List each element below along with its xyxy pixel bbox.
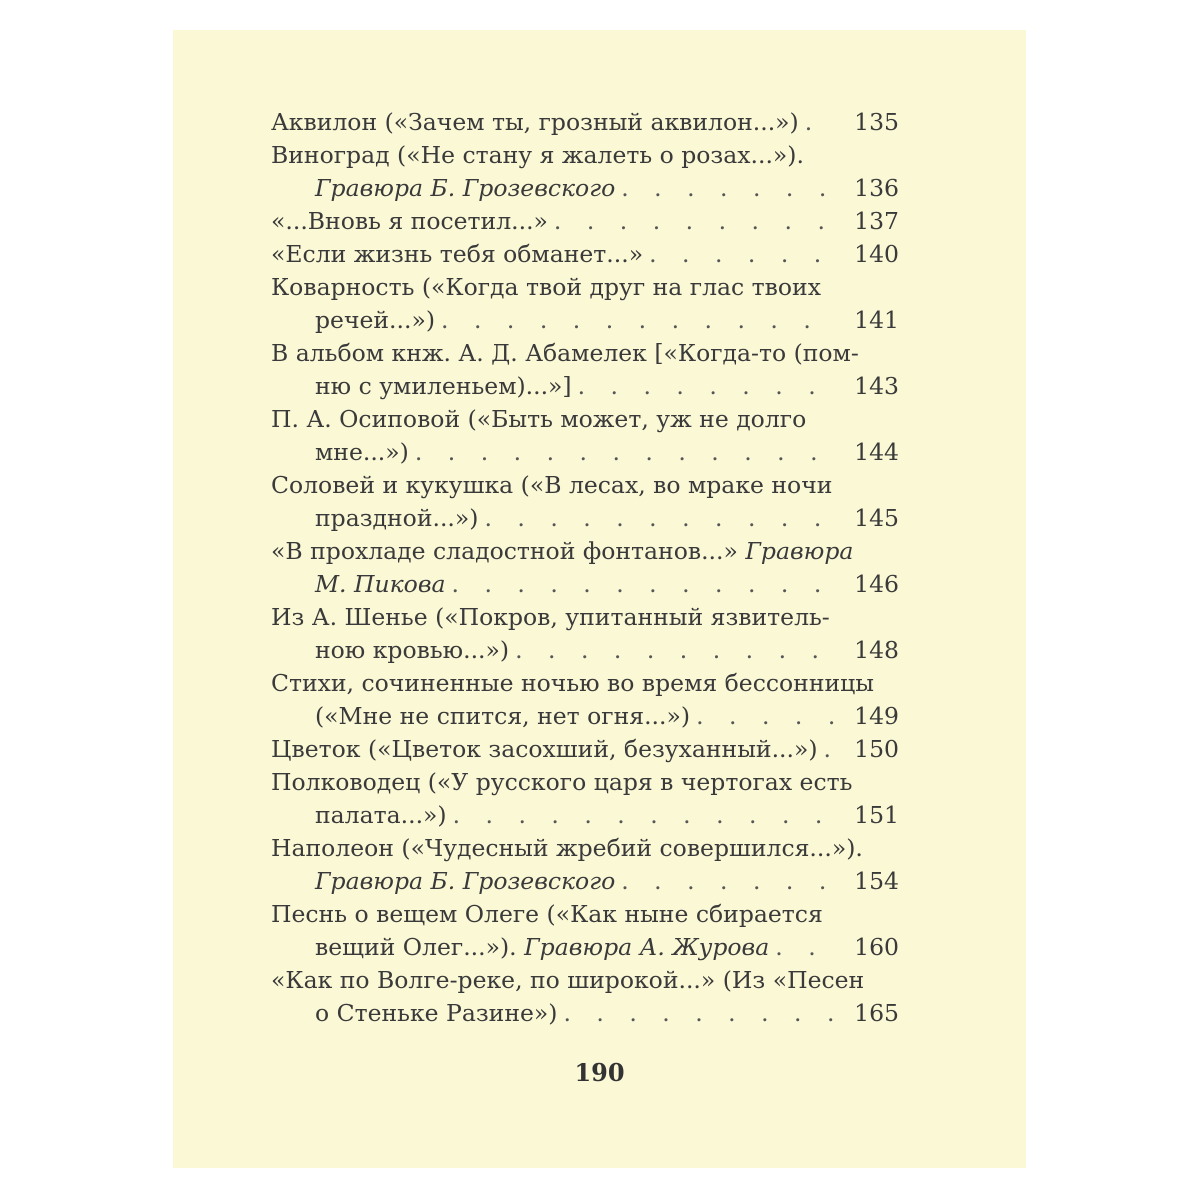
toc-line-text — [315, 931, 769, 964]
toc-line — [271, 964, 899, 997]
book-page — [173, 30, 1026, 1168]
toc-line — [271, 172, 899, 205]
toc-title: Из А. Шенье («Покров, упитанный язвитель- — [271, 603, 830, 631]
toc-line-text — [315, 568, 446, 601]
toc-line-text — [315, 997, 557, 1030]
toc-title: мне...») — [315, 438, 409, 466]
toc-line — [271, 568, 899, 601]
toc-page-number: 146 — [854, 570, 899, 598]
toc-title: («Мне не спится, нет огня...») — [315, 702, 691, 730]
toc-page-number: 160 — [854, 933, 899, 961]
toc-line — [271, 601, 899, 634]
toc-line — [271, 733, 899, 766]
toc-line-text — [315, 172, 615, 205]
toc-title: вещий Олег...»). — [315, 933, 525, 961]
toc-leader-dots — [563, 997, 835, 1030]
toc-line-text — [315, 502, 478, 535]
toc-leader-dots — [824, 733, 835, 766]
toc-line — [271, 403, 899, 436]
toc-title: о Стеньке Разине») — [315, 999, 558, 1027]
toc-title: Полководец («У русского царя в чертогах есть — [271, 768, 853, 796]
toc-line-text — [271, 832, 899, 865]
toc-line — [271, 106, 899, 139]
toc-line-text — [271, 238, 643, 271]
toc-page-number: 148 — [854, 636, 899, 664]
toc-title: праздной...») — [315, 504, 479, 532]
toc-page-number: 144 — [854, 438, 899, 466]
toc-line — [271, 370, 899, 403]
toc-leader-dots — [805, 106, 835, 139]
toc-title: ною кровью...») — [315, 636, 510, 664]
toc-page-number: 143 — [854, 372, 899, 400]
toc-line — [271, 304, 899, 337]
toc-line-text — [271, 106, 799, 139]
toc-leader-dots — [649, 238, 835, 271]
toc-line — [271, 898, 899, 931]
toc-line-text — [315, 304, 435, 337]
toc-leader-dots — [621, 172, 835, 205]
toc-line — [271, 436, 899, 469]
toc-line — [271, 205, 899, 238]
toc-page-number: 154 — [854, 867, 899, 895]
toc-line — [271, 700, 899, 733]
toc-line-text — [271, 733, 818, 766]
toc-leader-dots — [554, 205, 835, 238]
toc-leader-dots — [453, 799, 835, 832]
toc-title: палата...») — [315, 801, 447, 829]
toc-leader-dots — [452, 568, 835, 601]
toc-line-text — [315, 700, 690, 733]
toc-line — [271, 667, 899, 700]
toc-leader-dots — [621, 865, 835, 898]
toc-line-text — [271, 601, 899, 634]
toc-engraving-credit: М. Пикова — [315, 570, 446, 598]
toc-title: Наполеон («Чудесный жребий совершился...»). — [271, 834, 863, 862]
toc-line — [271, 238, 899, 271]
toc-page-number: 135 — [854, 108, 899, 136]
toc-line — [271, 337, 899, 370]
toc-title: Виноград («Не стану я жалеть о розах...»). — [271, 141, 804, 169]
toc-line — [271, 931, 899, 964]
toc-line-text — [271, 271, 899, 304]
table-of-contents — [271, 106, 899, 1030]
toc-title: Стихи, сочиненные ночью во время бессонницы — [271, 669, 874, 697]
toc-title: Песнь о вещем Олеге («Как ныне сбирается — [271, 900, 823, 928]
toc-line — [271, 271, 899, 304]
toc-line-text — [271, 667, 899, 700]
toc-engraving-credit: Гравюра А. Журова — [524, 933, 770, 961]
toc-line — [271, 832, 899, 865]
toc-engraving-credit: Гравюра Б. Грозевского — [315, 867, 616, 895]
toc-title: П. А. Осиповой («Быть может, уж не долго — [271, 405, 807, 433]
toc-line-text — [271, 898, 899, 931]
toc-line — [271, 502, 899, 535]
toc-line-text — [271, 964, 899, 997]
toc-leader-dots — [415, 436, 835, 469]
toc-line-text — [271, 139, 899, 172]
toc-title: Аквилон («Зачем ты, грозный аквилон...») — [271, 108, 799, 136]
toc-line-text — [271, 469, 899, 502]
toc-line — [271, 139, 899, 172]
toc-title: «В прохладе сладостной фонтанов...» — [271, 537, 746, 565]
toc-leader-dots — [441, 304, 835, 337]
toc-page-number: 150 — [854, 735, 899, 763]
toc-page-number: 137 — [854, 207, 899, 235]
toc-title: речей...») — [315, 306, 436, 334]
toc-leader-dots — [484, 502, 835, 535]
toc-line — [271, 799, 899, 832]
toc-line — [271, 469, 899, 502]
toc-title: «Как по Волге-реке, по широкой...» (Из «Песен — [271, 966, 865, 994]
toc-page-number: 136 — [854, 174, 899, 202]
toc-line-text — [271, 403, 899, 436]
toc-line-text — [271, 766, 899, 799]
toc-leader-dots — [775, 931, 835, 964]
toc-leader-dots — [578, 370, 835, 403]
toc-page-number: 140 — [854, 240, 899, 268]
toc-page-number: 149 — [854, 702, 899, 730]
toc-line-text — [271, 337, 899, 370]
page-number: 190 — [574, 1058, 625, 1087]
toc-title: ню с умиленьем)...»] — [315, 372, 572, 400]
toc-line-text — [315, 799, 447, 832]
toc-leader-dots — [696, 700, 835, 733]
toc-title: Соловей и кукушка («В лесах, во мраке ночи — [271, 471, 833, 499]
toc-engraving-credit: Гравюра — [745, 537, 854, 565]
toc-leader-dots — [515, 634, 835, 667]
toc-line-text — [271, 205, 548, 238]
toc-line — [271, 997, 899, 1030]
toc-line-text — [315, 436, 409, 469]
toc-line-text — [315, 865, 615, 898]
toc-line-text — [271, 535, 899, 568]
toc-engraving-credit: Гравюра Б. Грозевского — [315, 174, 616, 202]
toc-title: В альбом кнж. А. Д. Абамелек [«Когда-то (пом- — [271, 339, 859, 367]
toc-page-number: 151 — [854, 801, 899, 829]
toc-page-number: 141 — [854, 306, 899, 334]
toc-page-number: 165 — [854, 999, 899, 1027]
toc-page-number: 145 — [854, 504, 899, 532]
toc-line — [271, 865, 899, 898]
toc-title: Коварность («Когда твой друг на глас твоих — [271, 273, 821, 301]
toc-title: Цветок («Цветок засохший, безуханный...») — [271, 735, 818, 763]
toc-line — [271, 766, 899, 799]
toc-line-text — [315, 634, 509, 667]
toc-line — [271, 535, 899, 568]
toc-line-text — [315, 370, 572, 403]
toc-title: «...Вновь я посетил...» — [271, 207, 548, 235]
toc-line — [271, 634, 899, 667]
toc-title: «Если жизнь тебя обманет...» — [271, 240, 644, 268]
